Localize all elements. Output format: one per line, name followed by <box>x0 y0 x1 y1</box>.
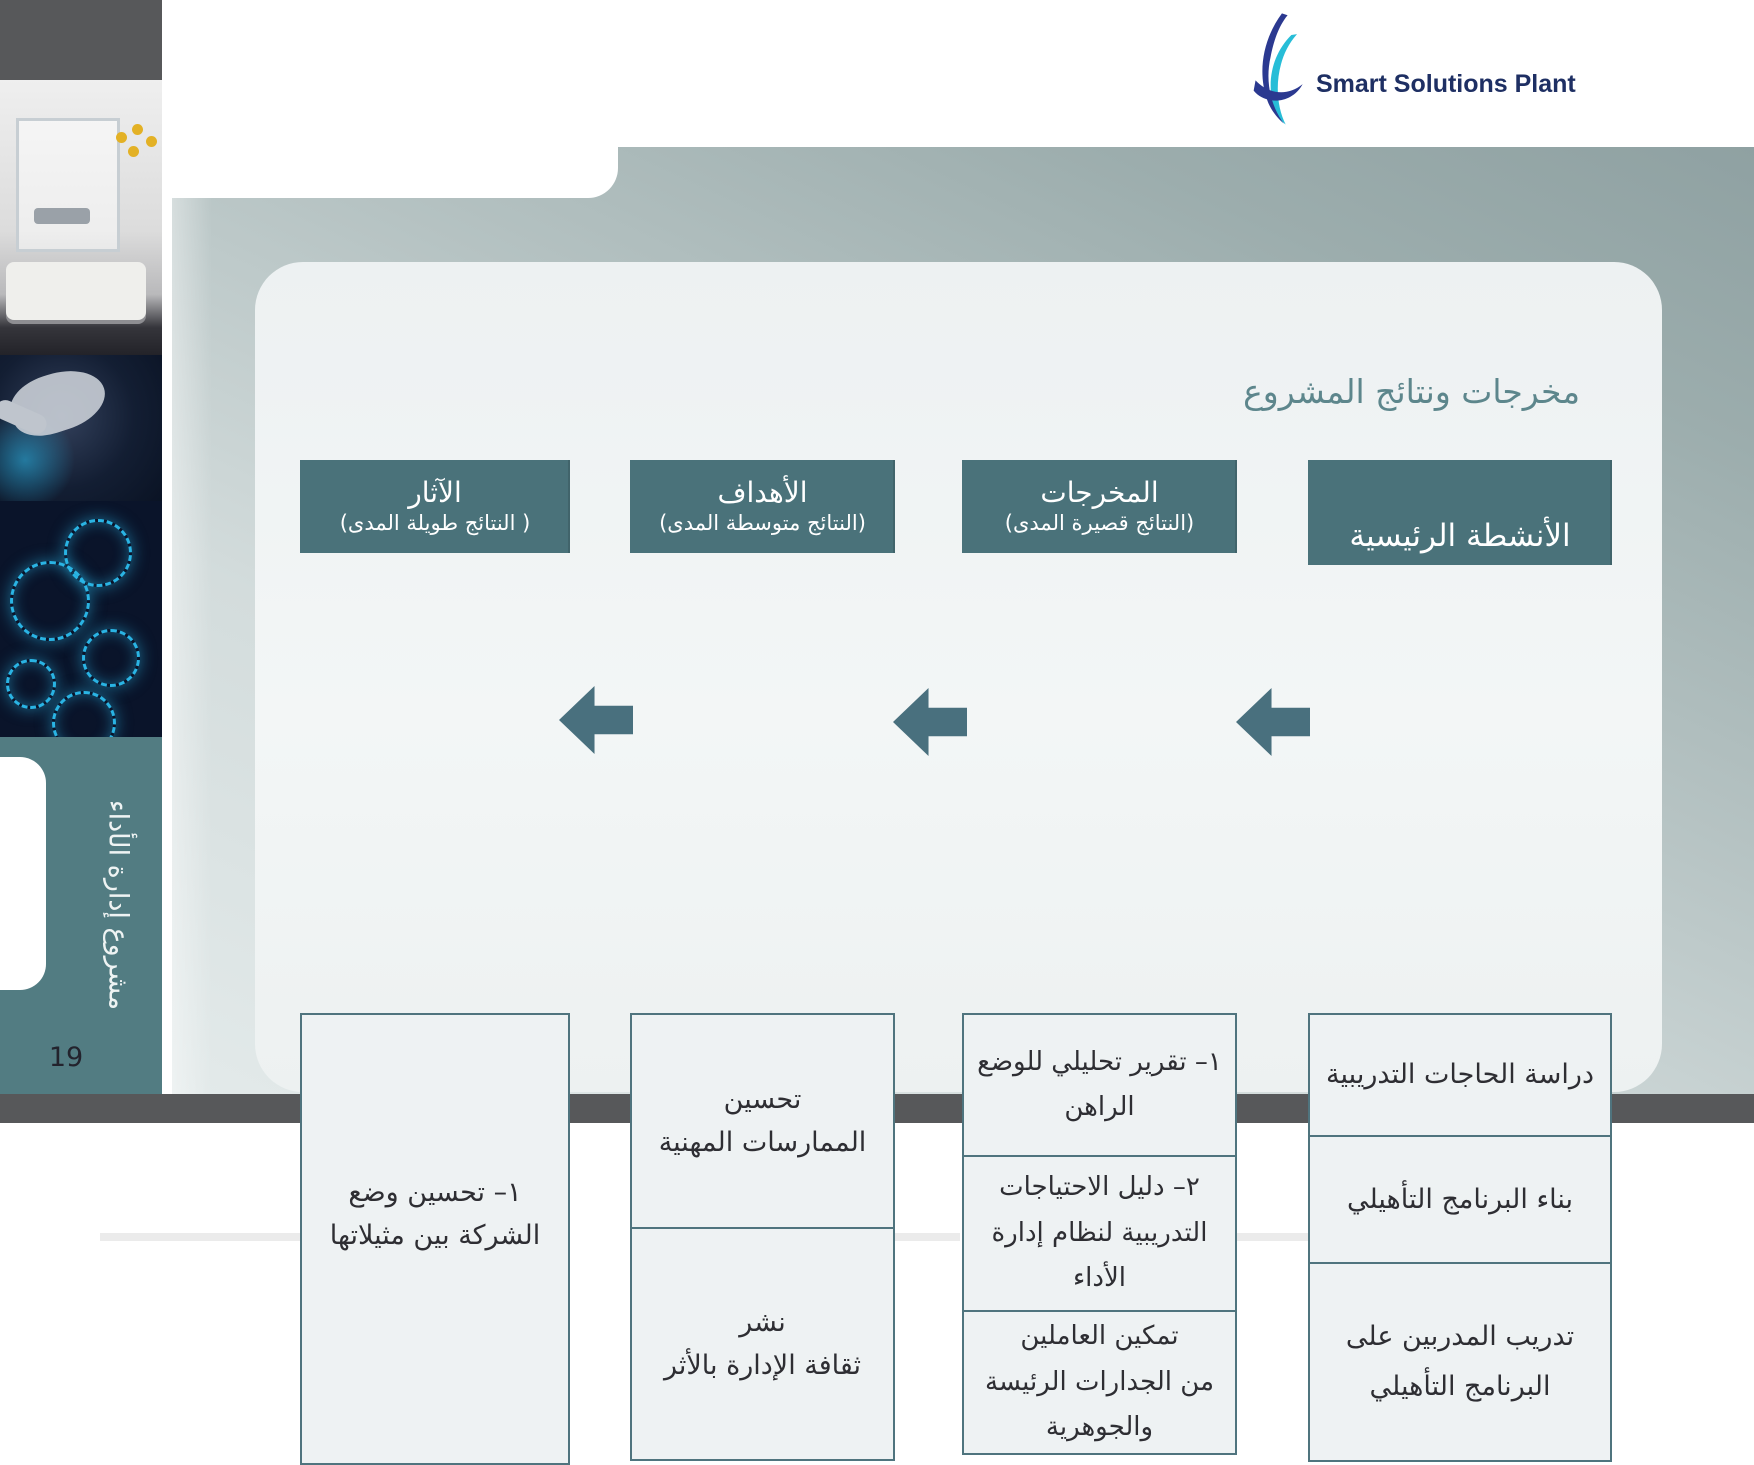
column-header-subtitle: ( النتائج طويلة المدى) <box>339 510 531 535</box>
column-objectives-header <box>630 460 895 553</box>
cell-text-line: تدريب المدربين على <box>1345 1321 1575 1353</box>
column-objectives-body <box>630 1013 895 1461</box>
lab-balance-base <box>6 262 146 320</box>
cell-text-line: الراهن <box>1064 1092 1135 1122</box>
column-header-subtitle: (النتائج قصيرة المدى) <box>1004 510 1195 535</box>
column-header-title: المخرجات <box>1040 476 1159 510</box>
page-number: 19 <box>48 1042 84 1073</box>
gear-icon <box>6 659 56 709</box>
column-activities-body <box>1308 1013 1612 1462</box>
cell-objectives-2 <box>632 1227 893 1459</box>
column-activities <box>1308 460 1612 1402</box>
column-outputs-header <box>962 460 1237 553</box>
column-objectives <box>630 460 895 1381</box>
logo-swoosh-icon <box>1248 10 1314 128</box>
cell-text-line: دراسة الحاجات التدريبية <box>1326 1059 1594 1091</box>
sidebar-photo-gears <box>0 501 162 737</box>
lab-tube-cap <box>116 132 127 143</box>
column-header-subtitle: (النتائج متوسطة المدى) <box>659 510 866 535</box>
gear-icon <box>10 561 90 641</box>
column-header-title: الأهداف <box>717 476 808 510</box>
cell-text-line: البرنامج التأهيلي <box>1369 1371 1551 1402</box>
backdrop-sheen <box>172 198 212 1094</box>
cell-text-line: من الجدارات الرئيسة <box>985 1366 1215 1397</box>
cell-text-line: ١– تحسين وضع <box>348 1176 522 1208</box>
sidebar-white-tab <box>0 757 46 990</box>
column-outputs <box>962 460 1237 1443</box>
cell-text-line: الممارسات المهنية <box>658 1127 867 1158</box>
lab-glass-box <box>16 118 120 252</box>
cell-text-line: الشركة بين مثيلاتها <box>329 1220 541 1251</box>
cell-text-line: ثقافة الإدارة بالأثر <box>663 1350 862 1381</box>
top-white-tab <box>172 147 618 198</box>
cell-objectives-1 <box>632 1015 893 1227</box>
logo-text: Smart Solutions Plant <box>1316 70 1576 98</box>
gear-icon <box>82 629 140 687</box>
lab-tube-cap <box>146 136 157 147</box>
column-header-title: الآثار <box>408 476 462 510</box>
slide-title: مخرجات ونتائج المشروع <box>1243 372 1580 411</box>
column-header-title: الأنشطة الرئيسية <box>1349 517 1571 554</box>
column-impacts <box>300 460 570 1251</box>
column-activities-header <box>1308 460 1612 565</box>
sidebar-project-label: مشروع إدارة الأداء <box>102 799 134 1011</box>
lab-tube-cap <box>132 124 143 135</box>
cell-activities-3 <box>1310 1262 1610 1460</box>
cell-activities-2 <box>1310 1135 1610 1262</box>
lab-tube-cap <box>128 146 139 157</box>
cell-outputs-2 <box>964 1155 1235 1310</box>
sidebar-dark-corner <box>0 0 162 80</box>
lab-balance-pan <box>34 208 90 224</box>
cell-text-line: التدريبية لنظام إدارة <box>991 1217 1208 1248</box>
cell-activities-1 <box>1310 1015 1610 1135</box>
cell-text-line: الأداء <box>1072 1263 1127 1294</box>
cell-text-line: بناء البرنامج التأهيلي <box>1346 1183 1574 1215</box>
column-outputs-body <box>962 1013 1237 1455</box>
cell-outputs-3 <box>964 1310 1235 1453</box>
column-impacts-body <box>300 1013 570 1465</box>
cell-outputs-1 <box>964 1015 1235 1155</box>
sidebar-photo-lab <box>0 80 162 355</box>
cell-text-line: تحسين <box>723 1083 802 1115</box>
cell-text-line: نشر <box>739 1306 786 1338</box>
bottom-fragment <box>100 1233 310 1241</box>
sidebar-photo-hand <box>0 355 162 501</box>
company-logo <box>1248 10 1578 132</box>
cell-text-line: والجوهرية <box>1045 1412 1154 1443</box>
cell-text-line: ١– تقرير تحليلي للوضع <box>977 1046 1222 1077</box>
cell-text-line: تمكين العاملين <box>1020 1321 1179 1352</box>
cell-impacts-1 <box>302 1015 568 1463</box>
cell-text-line: ٢– دليل الاحتياجات <box>999 1172 1200 1203</box>
column-impacts-header <box>300 460 570 553</box>
